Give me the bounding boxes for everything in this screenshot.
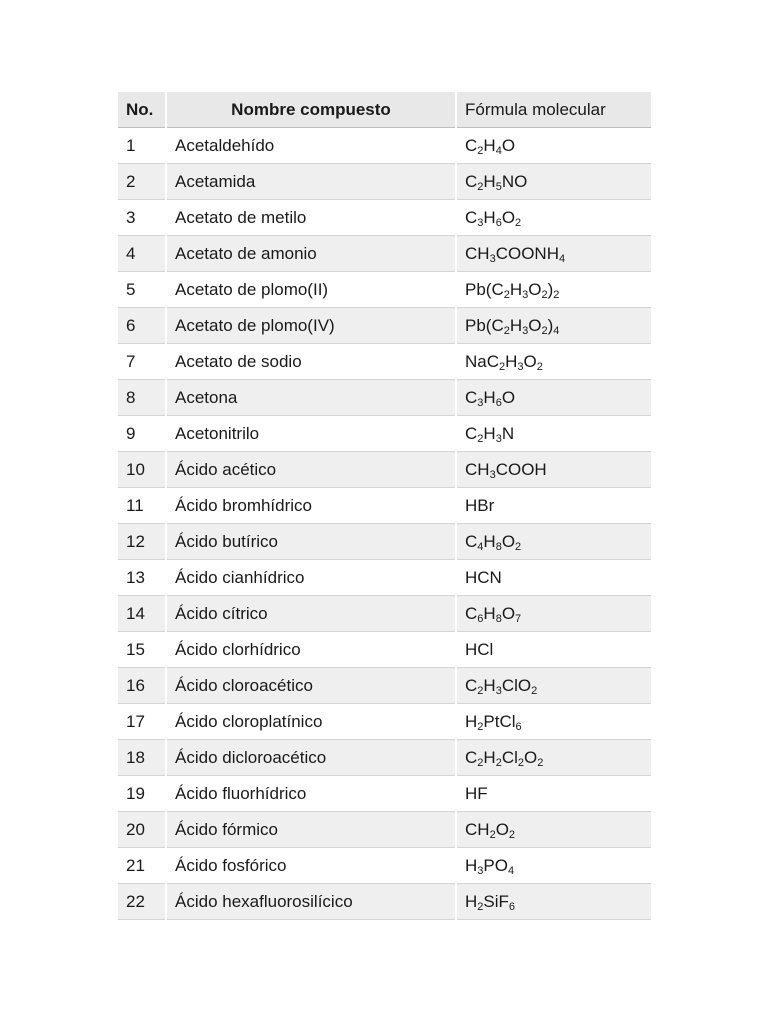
cell-no: 12 xyxy=(118,524,166,560)
table-row xyxy=(118,596,651,632)
cell-name: Acetato de plomo(IV) xyxy=(166,308,456,344)
cell-no: 22 xyxy=(118,884,166,920)
cell-formula: $Pb(C_2H_3O_2)_4$ xyxy=(456,308,651,344)
cell-name: Ácido bromhídrico xyxy=(166,488,456,524)
table-row xyxy=(118,272,651,308)
cell-name: Ácido fórmico xyxy=(166,812,456,848)
table-row xyxy=(118,200,651,236)
table-row xyxy=(118,236,651,272)
cell-formula: $C_2H_4O$ xyxy=(456,128,651,164)
table-row xyxy=(118,848,651,884)
cell-name: Acetonitrilo xyxy=(166,416,456,452)
table-row xyxy=(118,344,651,380)
cell-name: Ácido cítrico xyxy=(166,596,456,632)
cell-name: Ácido hexafluorosilícico xyxy=(166,884,456,920)
cell-no: 20 xyxy=(118,812,166,848)
table-body xyxy=(118,128,651,920)
table-row xyxy=(118,560,651,596)
cell-formula: $C_2H_2Cl_2O_2$ xyxy=(456,740,651,776)
table-row xyxy=(118,776,651,812)
cell-formula: $CH_3COONH_4$ xyxy=(456,236,651,272)
cell-name: Ácido acético xyxy=(166,452,456,488)
table-row xyxy=(118,416,651,452)
table-row xyxy=(118,488,651,524)
cell-name: Ácido clorhídrico xyxy=(166,632,456,668)
table-row xyxy=(118,524,651,560)
table-row xyxy=(118,812,651,848)
cell-formula: $H_2SiF_6$ xyxy=(456,884,651,920)
cell-no: 17 xyxy=(118,704,166,740)
cell-formula: $C_2H_3ClO_2$ xyxy=(456,668,651,704)
cell-name: Ácido cianhídrico xyxy=(166,560,456,596)
cell-formula: HF xyxy=(456,776,651,812)
cell-name: Acetato de sodio xyxy=(166,344,456,380)
cell-no: 14 xyxy=(118,596,166,632)
cell-no: 4 xyxy=(118,236,166,272)
cell-name: Acetato de metilo xyxy=(166,200,456,236)
cell-name: Acetamida xyxy=(166,164,456,200)
table-row xyxy=(118,452,651,488)
cell-no: 9 xyxy=(118,416,166,452)
header-row xyxy=(118,92,651,128)
cell-formula: $C_6H_8O_7$ xyxy=(456,596,651,632)
cell-name: Ácido fosfórico xyxy=(166,848,456,884)
cell-name: Ácido cloroplatínico xyxy=(166,704,456,740)
cell-name: Acetato de amonio xyxy=(166,236,456,272)
header-name: Nombre compuesto xyxy=(166,92,456,128)
cell-name: Ácido butírico xyxy=(166,524,456,560)
cell-formula: $H_3PO_4$ xyxy=(456,848,651,884)
cell-formula: $C_4H_8O_2$ xyxy=(456,524,651,560)
cell-no: 2 xyxy=(118,164,166,200)
table-row xyxy=(118,704,651,740)
cell-formula: $C_2H_3N$ xyxy=(456,416,651,452)
cell-no: 13 xyxy=(118,560,166,596)
cell-no: 16 xyxy=(118,668,166,704)
cell-no: 7 xyxy=(118,344,166,380)
table-header xyxy=(118,92,651,128)
cell-formula: $C_3H_6O$ xyxy=(456,380,651,416)
cell-no: 18 xyxy=(118,740,166,776)
table-row xyxy=(118,632,651,668)
table-row xyxy=(118,668,651,704)
table-row xyxy=(118,128,651,164)
cell-no: 1 xyxy=(118,128,166,164)
table-row xyxy=(118,308,651,344)
cell-formula: $C_2H_5NO$ xyxy=(456,164,651,200)
cell-formula: HCl xyxy=(456,632,651,668)
cell-no: 21 xyxy=(118,848,166,884)
table-row xyxy=(118,164,651,200)
cell-name: Acetona xyxy=(166,380,456,416)
table-row xyxy=(118,740,651,776)
table-row xyxy=(118,380,651,416)
cell-name: Ácido cloroacético xyxy=(166,668,456,704)
cell-no: 5 xyxy=(118,272,166,308)
cell-no: 8 xyxy=(118,380,166,416)
cell-no: 3 xyxy=(118,200,166,236)
header-formula: Fórmula molecular xyxy=(456,92,651,128)
table-row xyxy=(118,884,651,920)
cell-no: 19 xyxy=(118,776,166,812)
cell-no: 15 xyxy=(118,632,166,668)
cell-name: Acetato de plomo(II) xyxy=(166,272,456,308)
cell-formula: HBr xyxy=(456,488,651,524)
cell-formula: $H_2PtCl_6$ xyxy=(456,704,651,740)
cell-name: Ácido fluorhídrico xyxy=(166,776,456,812)
cell-no: 11 xyxy=(118,488,166,524)
cell-no: 6 xyxy=(118,308,166,344)
cell-formula: $CH_2O_2$ xyxy=(456,812,651,848)
cell-no: 10 xyxy=(118,452,166,488)
cell-name: Acetaldehído xyxy=(166,128,456,164)
cell-formula: $CH_3COOH$ xyxy=(456,452,651,488)
cell-formula: $Pb(C_2H_3O_2)_2$ xyxy=(456,272,651,308)
cell-name: Ácido dicloroacético xyxy=(166,740,456,776)
cell-formula: $C_3H_6O_2$ xyxy=(456,200,651,236)
header-no: No. xyxy=(118,92,166,128)
compounds-table xyxy=(118,92,651,920)
cell-formula: $NaC_2H_3O_2$ xyxy=(456,344,651,380)
cell-formula: HCN xyxy=(456,560,651,596)
